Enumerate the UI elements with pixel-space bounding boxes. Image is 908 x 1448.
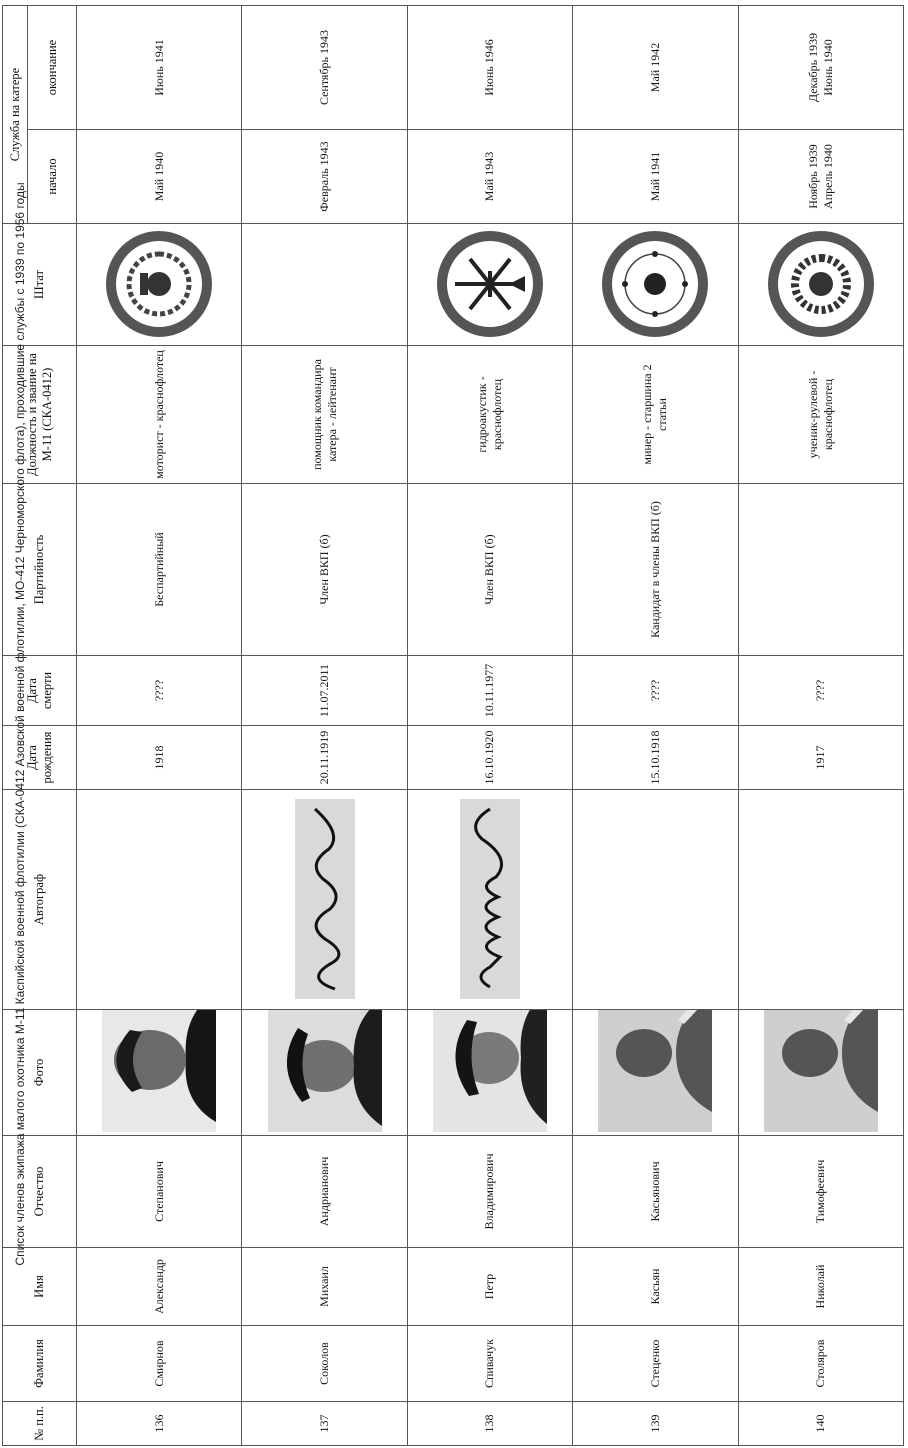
- cell-end: Июнь 1941: [77, 5, 242, 129]
- cell-start: Ноябрь 1939: [806, 144, 821, 209]
- header-party: Партийность: [3, 484, 77, 656]
- cell-start-2: Апрель 1940: [820, 144, 835, 209]
- cell-start: Май 1941: [573, 130, 738, 224]
- header-service-start: начало: [28, 130, 77, 224]
- cell-surname: Спивачук: [407, 1326, 572, 1402]
- cell-num: 136: [77, 1402, 242, 1446]
- cell-party: Беспартийный: [77, 484, 242, 656]
- header-birth: Дата рождения: [3, 726, 77, 790]
- crew-table: [2, 5, 904, 1446]
- cell-name: Касьян: [573, 1248, 738, 1326]
- cell-patronymic: Андрианович: [242, 1136, 407, 1248]
- table-row: [738, 5, 903, 1445]
- header-position: Должность и звание на М-11 (СКА-0412): [3, 346, 77, 484]
- cell-name: Михаил: [242, 1248, 407, 1326]
- cell-name: Александр: [77, 1248, 242, 1326]
- cell-patronymic: Касьянович: [573, 1136, 738, 1248]
- cell-end-2: Июнь 1940: [820, 39, 835, 96]
- cell-surname: Столяров: [738, 1326, 903, 1402]
- cell-death: ????: [573, 656, 738, 726]
- cell-surname: Соколов: [242, 1326, 407, 1402]
- cell-end: Сентябрь 1943: [242, 5, 407, 129]
- autograph-signature: [295, 800, 355, 1000]
- cell-party: Член ВКП (б): [407, 484, 572, 656]
- silhouette-photo: [598, 1010, 712, 1133]
- table-row: [407, 5, 572, 1445]
- table-row: [242, 5, 407, 1445]
- silhouette-photo: [764, 1010, 878, 1133]
- page-title: Список членов экипажа малого охотника М-11 Каспийской военной флотилии (СКА-0412 Азовской военной флотилии, МО-412 Черноморского флота), проходившие службы с 1939 по 1956 годы: [13, 182, 27, 1266]
- cell-surname: Смирнов: [77, 1326, 242, 1402]
- cell-party: Кандидат в члены ВКП (б): [573, 484, 738, 656]
- table-row: [573, 5, 738, 1445]
- motorist-emblem: [104, 230, 214, 340]
- cell-end: Декабрь 1939: [806, 32, 821, 103]
- mine-emblem: [600, 230, 710, 340]
- cell-num: 139: [573, 1402, 738, 1446]
- header-surname: Фамилия: [3, 1326, 77, 1402]
- portrait-photo: [268, 1010, 382, 1133]
- header-autograph: Автограф: [3, 790, 77, 1010]
- cell-name: Петр: [407, 1248, 572, 1326]
- cell-death: ????: [77, 656, 242, 726]
- cell-birth: 15.10.1918: [573, 726, 738, 790]
- cell-birth: 20.11.1919: [242, 726, 407, 790]
- helmsman-emblem: [766, 230, 876, 340]
- cell-party: [738, 484, 903, 656]
- cell-death: ????: [738, 656, 903, 726]
- cell-position: гидроакустик - краснофлотец: [407, 346, 572, 484]
- cell-death: 11.07.2011: [242, 656, 407, 726]
- cell-patronymic: Степанович: [77, 1136, 242, 1248]
- cell-position: ученик-рулевой - краснофлотец: [738, 346, 903, 484]
- cell-num: 137: [242, 1402, 407, 1446]
- cell-death: 10.11.1977: [407, 656, 572, 726]
- cell-birth: 1917: [738, 726, 903, 790]
- header-num: № п.п.: [3, 1402, 77, 1446]
- cell-position: моторист - краснофлотец: [77, 346, 242, 484]
- hydroacoustic-emblem: [435, 230, 545, 340]
- cell-birth: 1918: [77, 726, 242, 790]
- cell-name: Николай: [738, 1248, 903, 1326]
- header-death: Дата смерти: [3, 656, 77, 726]
- cell-start: Май 1943: [407, 130, 572, 224]
- cell-end: Май 1942: [573, 5, 738, 129]
- cell-end: Июнь 1946: [407, 5, 572, 129]
- cell-num: 138: [407, 1402, 572, 1446]
- header-service-end: окончание: [28, 5, 77, 129]
- cell-surname: Стеценко: [573, 1326, 738, 1402]
- cell-num: 140: [738, 1402, 903, 1446]
- cell-position: помощник командира катера - лейтенант: [242, 346, 407, 484]
- header-photo: Фото: [3, 1010, 77, 1136]
- header-staff: Штат: [3, 224, 77, 346]
- cell-position: минер - старшина 2 статьи: [573, 346, 738, 484]
- cell-patronymic: Владимирович: [407, 1136, 572, 1248]
- portrait-photo: [433, 1010, 547, 1133]
- cell-patronymic: Тимофеевич: [738, 1136, 903, 1248]
- portrait-photo: [102, 1010, 216, 1133]
- autograph-signature: [460, 800, 520, 1000]
- cell-party: Член ВКП (б): [242, 484, 407, 656]
- header-name: Имя: [3, 1248, 77, 1326]
- cell-start: Май 1940: [77, 130, 242, 224]
- table-row: [77, 5, 242, 1445]
- cell-birth: 16.10.1920: [407, 726, 572, 790]
- cell-start: Февраль 1943: [242, 130, 407, 224]
- header-service: Служба на катере: [3, 5, 28, 223]
- header-patronymic: Отчество: [3, 1136, 77, 1248]
